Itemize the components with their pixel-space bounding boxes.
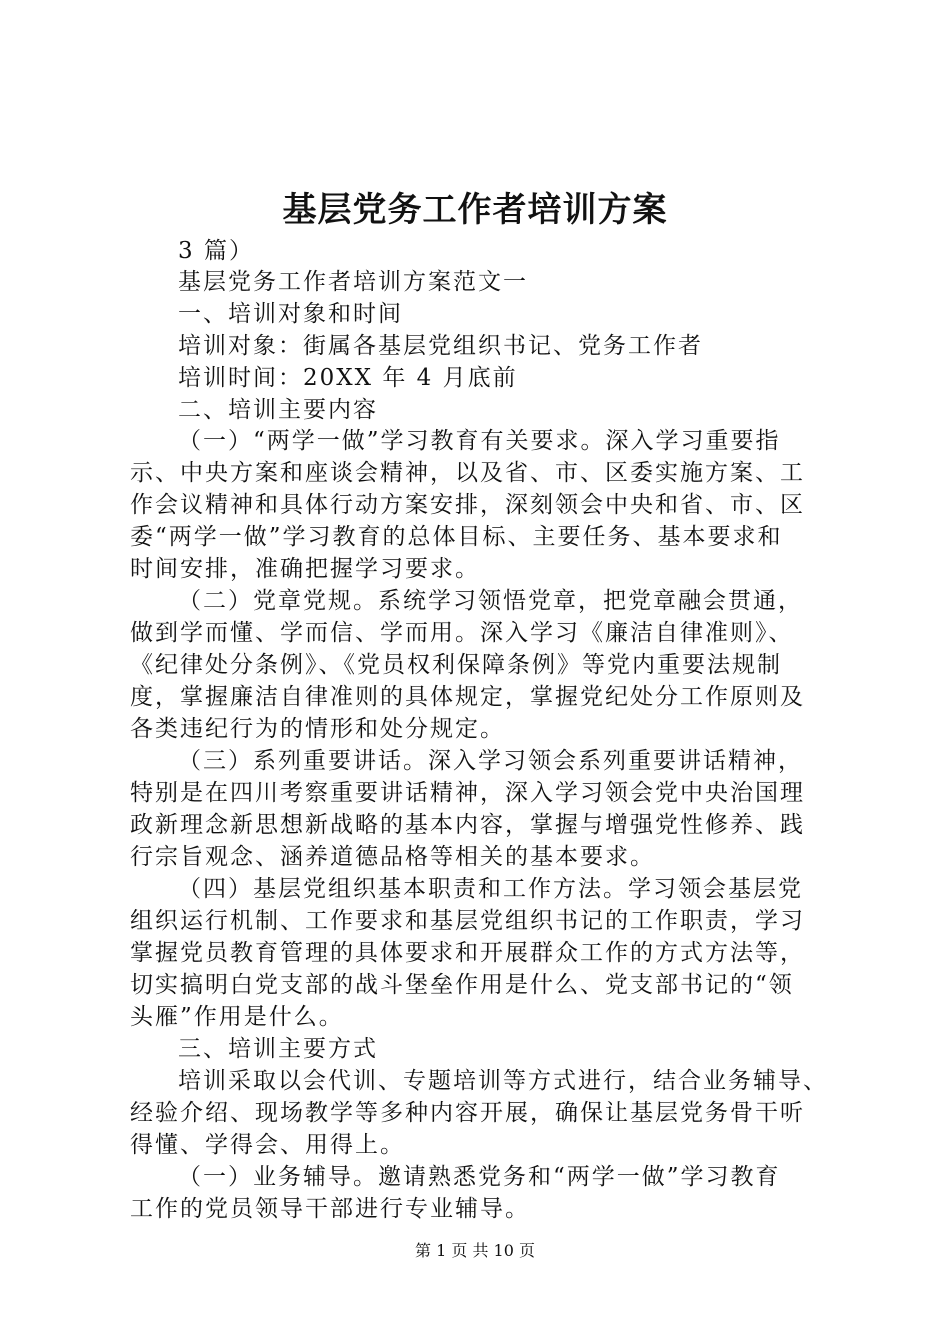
text-line: 头雁”作用是什么。: [130, 1004, 344, 1030]
text-line: 得懂、学得会、用得上。: [130, 1132, 405, 1158]
text-line: 工作的党员领导干部进行专业辅导。: [130, 1196, 530, 1222]
text-line: （二）党章党规。系统学习领悟党章，把党章融会贯通，: [178, 588, 803, 614]
text-line: 经验介绍、现场教学等多种内容开展，确保让基层党务骨干听: [130, 1100, 805, 1126]
text-line: （一）业务辅导。邀请熟悉党务和“两学一做”学习教育: [178, 1164, 781, 1190]
text-line: 示、中央方案和座谈会精神，以及省、市、区委实施方案、工: [130, 460, 805, 486]
text-line: 特别是在四川考察重要讲话精神，深入学习领会党中央治国理: [130, 780, 805, 806]
text-line: 行宗旨观念、涵养道德品格等相关的基本要求。: [130, 844, 655, 870]
text-line: 3 篇）: [178, 238, 254, 264]
text-line: 组织运行机制、工作要求和基层党组织书记的工作职责，学习: [130, 908, 805, 934]
text-line: 《纪律处分条例》、《党员权利保障条例》等党内重要法规制: [130, 652, 782, 678]
text-line: 掌握党员教育管理的具体要求和开展群众工作的方式方法等，: [130, 940, 805, 966]
text-line: （一）“两学一做”学习教育有关要求。深入学习重要指: [178, 428, 781, 454]
text-line: 基层党务工作者培训方案范文一: [178, 269, 528, 295]
text-line: （三）系列重要讲话。深入学习领会系列重要讲话精神，: [178, 748, 803, 774]
document-title: 基层党务工作者培训方案: [282, 190, 668, 230]
text-line: （四）基层党组织基本职责和工作方法。学习领会基层党: [178, 876, 803, 902]
text-line: 培训对象：街属各基层党组织书记、党务工作者: [178, 333, 703, 359]
section-heading: 二、培训主要内容: [178, 397, 378, 423]
text-line: 培训时间：20XX 年 4 月底前: [178, 365, 518, 391]
page-indicator: 第 1 页 共 10 页: [415, 1241, 535, 1260]
text-line: 时间安排，准确把握学习要求。: [130, 556, 480, 582]
text-line: 各类违纪行为的情形和处分规定。: [130, 716, 505, 742]
text-line: 度，掌握廉洁自律准则的具体规定，掌握党纪处分工作原则及: [130, 684, 805, 710]
text-line: 委“两学一做”学习教育的总体目标、主要任务、基本要求和: [130, 524, 783, 550]
text-line: 作会议精神和具体行动方案安排，深刻领会中央和省、市、区: [130, 492, 805, 518]
section-heading: 三、培训主要方式: [178, 1036, 378, 1062]
text-line: 做到学而懂、学而信、学而用。深入学习《廉洁自律准则》、: [130, 620, 794, 646]
text-line: 培训采取以会代训、专题培训等方式进行，结合业务辅导、: [178, 1068, 828, 1094]
text-line: 切实搞明白党支部的战斗堡垒作用是什么、党支部书记的“领: [130, 972, 794, 998]
text-line: 政新理念新思想新战略的基本内容，掌握与增强党性修养、践: [130, 812, 805, 838]
section-heading: 一、培训对象和时间: [178, 301, 403, 327]
